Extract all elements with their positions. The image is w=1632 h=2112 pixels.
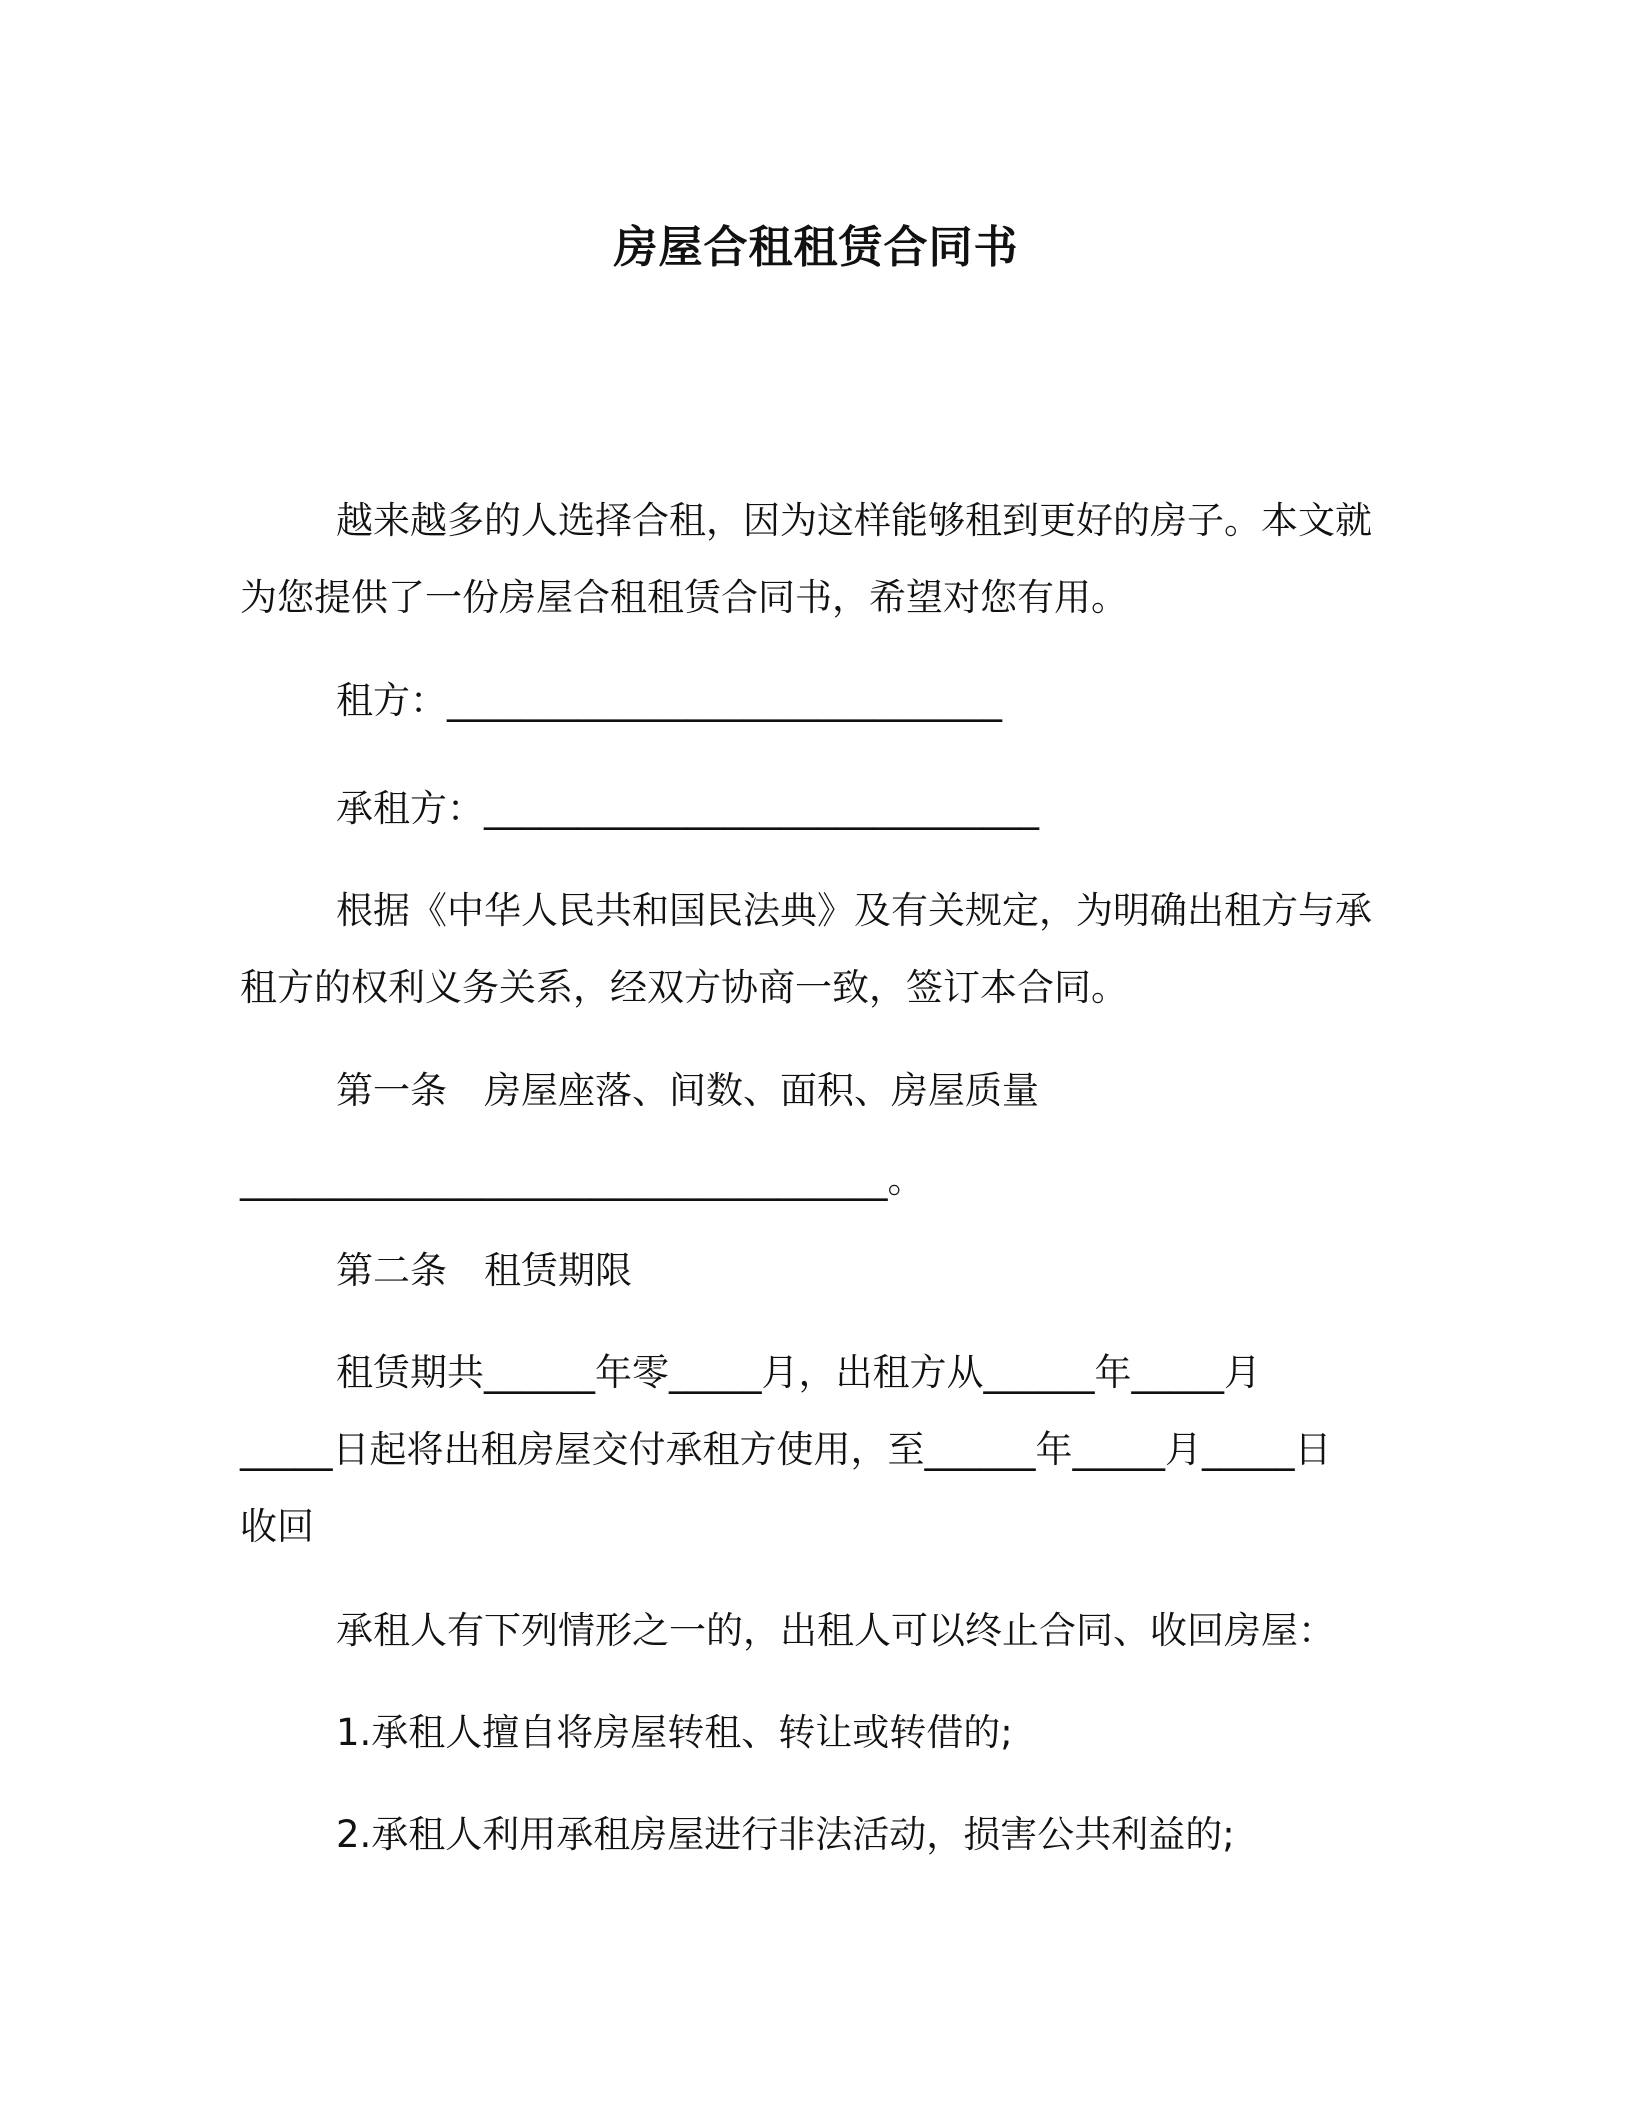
termination-item-1-block xyxy=(240,1694,1390,1771)
basis-line-1: 根据《中华人民共和国民法典》及有关规定，为明确出租方与承 xyxy=(336,889,1372,932)
basis-line-2: 租方的权利义务关系，经双方协商一致，签订本合同。 xyxy=(240,966,1128,1009)
intro-line-2: 为您提供了一份房屋合租租赁合同书，希望对您有用。 xyxy=(240,576,1128,619)
termination-intro: 承租人有下列情形之一的，出租人可以终止合同、收回房屋： xyxy=(336,1609,1335,1652)
article-2-heading-block xyxy=(240,1232,1390,1309)
article-1 xyxy=(240,1052,1390,1218)
document-title: 房屋合租租赁合同书 xyxy=(613,222,1019,273)
termination-intro-block xyxy=(240,1592,1390,1669)
basis-paragraph xyxy=(240,872,1390,1026)
intro-line-1: 越来越多的人选择合租，因为这样能够租到更好的房子。本文就 xyxy=(336,499,1372,542)
intro-paragraph xyxy=(240,482,1390,636)
article-2-line-1: 租赁期共______年零_____月，出租方从______年_____月 xyxy=(336,1351,1261,1394)
lessee-field xyxy=(240,770,1390,847)
lessor-line: 租方：______________________________ xyxy=(336,679,1002,722)
article-2-line-2: _____日起将出租房屋交付承租方使用，至______年_____月_____日 xyxy=(240,1428,1332,1471)
article-2-heading: 第二条 租赁期限 xyxy=(336,1249,632,1292)
termination-item-2: 2.承租人利用承租房屋进行非法活动，损害公共利益的; xyxy=(336,1813,1235,1856)
article-1-heading: 第一条 房屋座落、间数、面积、房屋质量 xyxy=(336,1069,1039,1112)
article-2-line-3: 收回 xyxy=(240,1505,314,1548)
lessor-field xyxy=(240,662,1390,739)
lessee-line: 承租方：______________________________ xyxy=(336,787,1039,830)
termination-item-2-block xyxy=(240,1796,1390,1873)
article-1-blank: ___________________________________。 xyxy=(240,1158,925,1201)
article-2-term xyxy=(240,1334,1390,1565)
termination-item-1: 1.承租人擅自将房屋转租、转让或转借的; xyxy=(336,1711,1013,1754)
